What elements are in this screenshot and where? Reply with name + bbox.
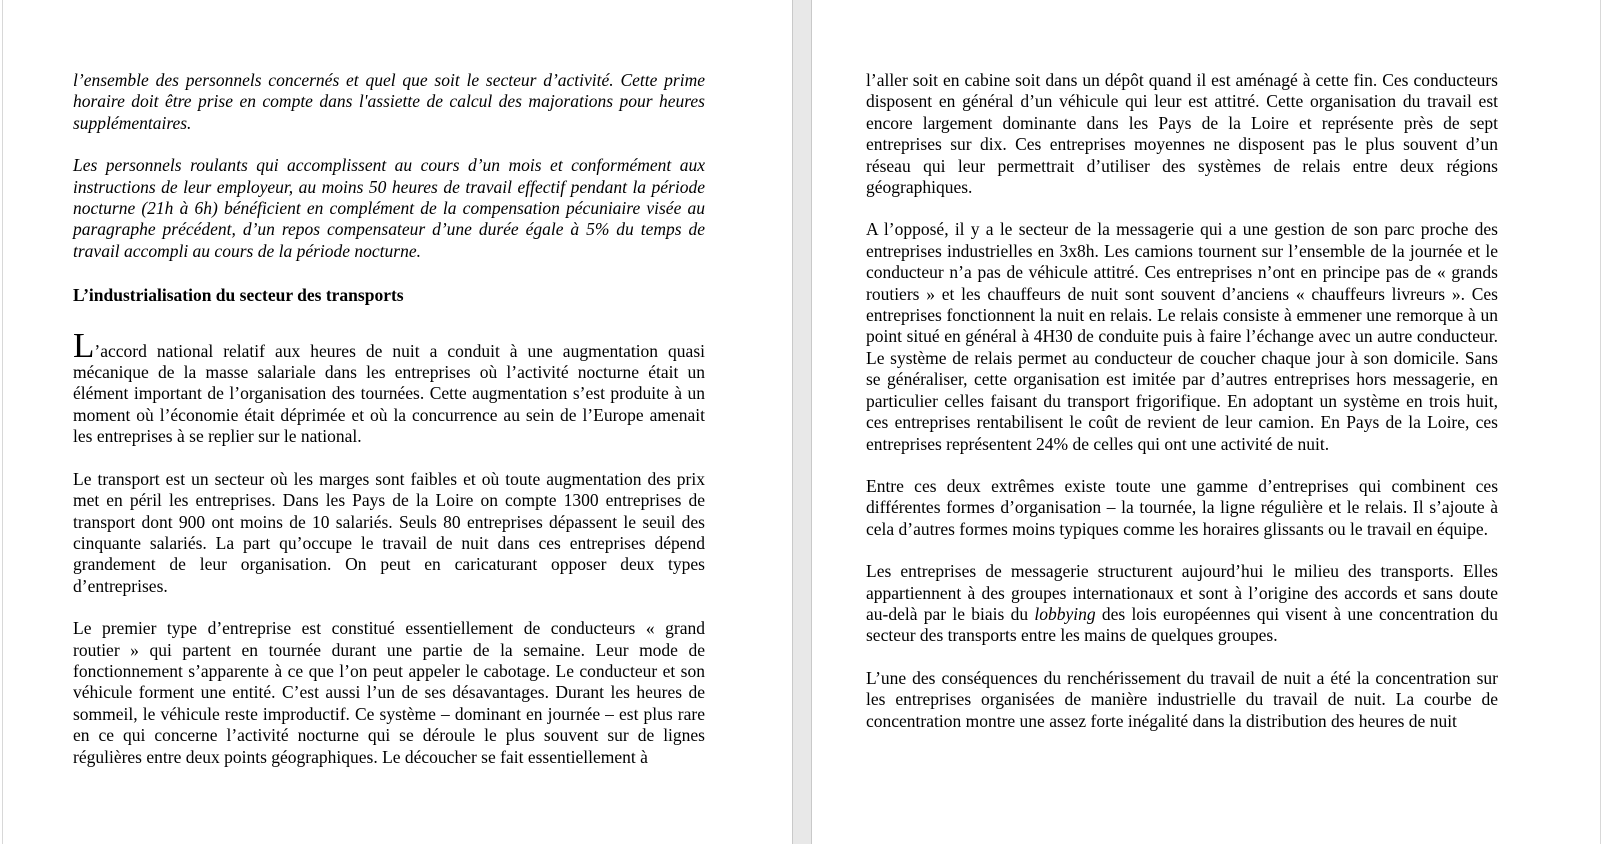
emphasized-word: lobbying bbox=[1034, 603, 1096, 624]
paragraph bbox=[73, 469, 705, 597]
text-run: A l’opposé, il y a le secteur de la messagerie qui a une gestion de son parc proche des entreprises industrielles en 3x8h. Les camions tournent sur l’ensemble de la journée et le conducteur n’a pas de véhicule attitré. Ces entreprises n’ont en principe pas de « grands routiers » et les chauffeurs de nuit sont souvent d’anciens « chauffeurs livreurs ». Ces entreprises fonctionnent la nuit en relais. Le relais consiste à emmener une remorque à un point situé en général à 4H30 de conduite puis à faire l’échange avec un autre conducteur. Le système de relais permet au conducteur de coucher chaque jour à son domicile. Sans se généraliser, cette organisation est imitée par d’autres entreprises hors messagerie, en particulier celles faisant du transport frigorifique. En adoptant un système en trois huit, ces entreprises rentabilisent le coût de revient de leur camion. En Pays de la Loire, ces entreprises représentent 24% de celles qui ont une activité de nuit. bbox=[866, 219, 1498, 454]
paragraph bbox=[73, 70, 705, 134]
page-right-content bbox=[866, 70, 1498, 732]
paragraph bbox=[866, 561, 1498, 647]
text-run: l’aller soit en cabine soit dans un dépôt quand il est aménagé à cette fin. Ces conducteurs disposent en général d’un véhicule qui leur est attitré. Cette organisation du travail est encore largement dominante dans les Pays de la Loire et représente près de sept entreprises sur dix. Ces entreprises moyennes ne disposent pas le plus souvent d’un réseau qui leur permettrait d’utiliser des systèmes de relais entre deux régions géographiques. bbox=[866, 70, 1498, 198]
section-heading bbox=[73, 285, 705, 306]
paragraph bbox=[73, 325, 705, 448]
paragraph bbox=[866, 476, 1498, 540]
text-run: Les personnels roulants qui accomplissent au cours d’un mois et conformément aux instructions de leur employeur, au moins 50 heures de travail effectif pendant la période nocturne (21h à 6h) bénéficient en complément de la compensation pécuniaire visée au paragraphe précédent, d’un repos compensateur d’une durée égale à 5% du temps de travail accompli au cours de la période nocturne. bbox=[73, 155, 705, 261]
page-right bbox=[812, 0, 1601, 844]
text-run: L’industrialisation du secteur des transports bbox=[73, 285, 404, 306]
page-left-content bbox=[73, 70, 705, 768]
text-run: Le premier type d’entreprise est constitué essentiellement de conducteurs « grand routier » qui partent en tournée durant une partie de la semaine. Leur mode de fonctionnement s’apparente à ce que l’on peut appeler le cabotage. Le conducteur et son véhicule forment une entité. C’est aussi l’un de ses désavantages. Durant les heures de sommeil, le véhicule reste improductif. Ce système – dominant en journée – est plus rare en ce qui concerne l’activité nocturne qui se déroule le plus souvent sur de lignes régulières entre deux points géographiques. Le découcher se fait essentiellement à bbox=[73, 618, 705, 767]
page-left bbox=[2, 0, 792, 844]
text-run: ’accord national relatif aux heures de nuit a conduit à une augmentation quasi mécanique de la masse salariale dans les entreprises où l’activité nocturne était un élément important de l’organisation des tournées. Cette augmentation s’est produite à un moment où l’économie était déprimée et où la concurrence au sein de l’Europe amenait les entreprises à se replier sur le national. bbox=[73, 340, 705, 447]
text-run: Le transport est un secteur où les marges sont faibles et où toute augmentation des prix met en péril les entreprises. Dans les Pays de la Loire on compte 1300 entreprises de transport dont 900 ont moins de 10 salariés. Seuls 80 entreprises dépassent le seuil des cinquante salariés. La part qu’occupe le travail de nuit dans ces entreprises dépend grandement de leur organisation. On peut en caricaturant opposer deux types d’entreprises. bbox=[73, 468, 705, 596]
paragraph bbox=[866, 219, 1498, 454]
raised-initial-cap: L bbox=[73, 325, 95, 365]
paragraph bbox=[73, 155, 705, 262]
page-gutter-divider bbox=[792, 0, 812, 844]
text-run: Les entreprises de messagerie structurent aujourd’hui le milieu des transports. Elles appartiennent à des groupes internationaux et sont à l’origine des accords et sans doute au-delà par le biais du bbox=[866, 561, 1498, 624]
paragraph bbox=[866, 70, 1498, 198]
text-run: L’une des conséquences du renchérissement du travail de nuit a été la concentration sur les entreprises organisées de manière industrielle du travail de nuit. La courbe de concentration montre une assez forte inégalité dans la distribution des heures de nuit bbox=[866, 667, 1498, 731]
paragraph bbox=[73, 618, 705, 768]
text-run: l’ensemble des personnels concernés et quel que soit le secteur d’activité. Cette prime horaire doit être prise en compte dans l'assiette de calcul des majorations pour heures supplémentaires. bbox=[73, 70, 705, 133]
paragraph bbox=[866, 668, 1498, 732]
text-run: des lois européennes qui visent à une concentration du secteur des transports entre les mains de quelques groupes. bbox=[866, 603, 1498, 646]
text-run: Entre ces deux extrêmes existe toute une gamme d’entreprises qui combinent ces différentes formes d’organisation – la tournée, la ligne régulière et le relais. Il s’ajoute à cela d’autres formes moins typiques comme les horaires glissants ou le travail en équipe. bbox=[866, 475, 1498, 539]
